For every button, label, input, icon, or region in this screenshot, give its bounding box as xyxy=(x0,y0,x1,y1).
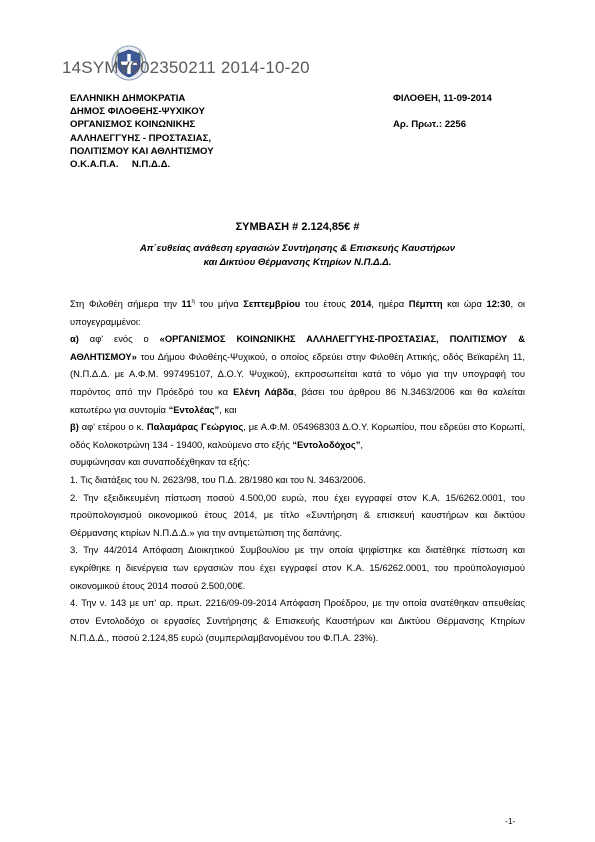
subtitle-line: και Δικτύου Θέρμανσης Κτηρίων Ν.Π.Δ.Δ. xyxy=(203,257,392,268)
party-a-paragraph: α) αφ' ενός ο «ΟΡΓΑΝΙΣΜΟΣ ΚΟΙΝΩΝΙΚΗΣ ΑΛΛΗΛΕΓΓΥΗΣ-ΠΡΟΣΤΑΣΙΑΣ, ΠΟΛΙΤΙΣΜΟΥ & ΑΘΛΗΤΙΣΜΟΥ» του Δήμου Φιλοθέης-Ψυχικού, ο οποίος εδρεύει στην Φιλοθέη Αττικής, οδός Βεϊκαρέλη 11, (Ν.Π.Δ.Δ. με Α.Φ.Μ. 997495107, Δ.Ο.Υ. Ψυχικού), εκπροσωπείται κατά το νόμο για την υπογραφή του παρόντος από την Πρόεδρό του κα Ελένη Λάβδα, βάσει του άρθρου 86 Ν.3463/2006 και θα καλείται κατωτέρω για συντομία “Εντολέας”, και xyxy=(70,333,525,415)
contract-body xyxy=(70,295,525,647)
clause-4: 4. Την ν. 143 με υπ' αρ. πρωτ. 2216/09-09-2014 Απόφαση Προέδρου, με την οποία ανατέθηκαν απευθείας στον Εντολοδόχο οι εργασίες Συντήρησης & Επισκευής Καυστήρων και Δικτύου Θέρμανσης Κτηρίων Ν.Π.Δ.Δ., ποσού 2.124,85 ευρώ (συμπεριλαμβανομένου του Φ.Π.Α. 23%). xyxy=(70,597,525,644)
protocol-number: Αρ. Πρωτ.: 2256 xyxy=(393,119,467,131)
document-title: ΣΥΜΒΑΣΗ # 2.124,85€ # xyxy=(235,221,360,233)
date-protocol-block xyxy=(393,92,492,132)
page-number: -1- xyxy=(505,816,516,826)
header-line: ΠΟΛΙΤΙΣΜΟΥ ΚΑΙ ΑΘΛΗΤΙΣΜΟΥ xyxy=(70,145,214,157)
issuer-header xyxy=(70,92,214,171)
subtitle-line: Απ΄ευθείας ανάθεση εργασιών Συντήρησης & Επισκευής Καυστήρων xyxy=(139,243,456,254)
clause-2: 2. Την εξειδικευμένη πίστωση ποσού 4.500,00 ευρώ, που έχει εγγραφεί στον Κ.Α. 15/6262.0001, του προϋπολογισμού οικονομικού έτους 2014, με τίτλο «Συντήρηση & επισκευή καυστήρων και δικτύου Θέρμανσης κτιρίων Ν.Π.Δ.Δ.» για την αντιμετώπιση της δαπάνης. xyxy=(70,491,525,538)
intro-paragraph: Στη Φιλοθέη σήμερα την $11^\eta$ του μήνα Σεπτεμβρίου του έτους 2014, ημέρα Πέμπτη και ώρα 12:30, οι υπογεγραμμένοι: xyxy=(70,298,525,327)
document-subtitle xyxy=(100,242,495,270)
agreement-line: συμφώνησαν και συναποδέχθηκαν τα εξής: xyxy=(70,456,250,468)
header-line: ΕΛΛΗΝΙΚΗ ΔΗΜΟΚΡΑΤΙΑ xyxy=(70,93,186,104)
clause-3: 3. Την 44/2014 Απόφαση Διοικητικού Συμβουλίου με την οποία ψηφίστηκε και διατέθηκε πίστωση και εγκρίθηκε η διενέργεια των εργασιών που έχει εγγραφεί στον Κ.Α. 15/6262.0001, του προϋπολογισμού οικονομικού έτους 2014 ποσού 2.500,00€. xyxy=(70,544,525,591)
party-b-paragraph: β) αφ' ετέρου ο κ. Παλαμάρας Γεώργιος, με Α.Φ.Μ. 054968303 Δ.Ο.Υ. Κορωπίου, που εδρεύει στο Κορωπί, οδός Κολοκοτρώνη 134 - 19400, καλούμενο στο εξής “Εντολοδόχος”, xyxy=(70,421,525,450)
place-date: ΦΙΛΟΘΕΗ, 11-09-2014 xyxy=(393,93,492,104)
header-line: ΑΛΛΗΛΕΓΓΥΗΣ - ΠΡΟΣΤΑΣΙΑΣ, xyxy=(70,132,211,144)
header-line: Ο.Κ.Α.Π.Α. Ν.Π.Δ.Δ. xyxy=(70,159,171,171)
header-line: ΟΡΓΑΝΙΣΜΟΣ ΚΟΙΝΩΝΙΚΗΣ xyxy=(70,119,196,131)
header-line: ΔΗΜΟΣ ΦΙΛΟΘΕΗΣ-ΨΥΧΙΚΟΥ xyxy=(70,106,205,118)
clause-1: 1. Τις διατάξεις του Ν. 2623/98, του Π.Δ. 28/1980 και του Ν. 3463/2006. xyxy=(70,473,366,485)
document-id-watermark: 14SYMV002350211 2014-10-20 xyxy=(62,58,310,77)
